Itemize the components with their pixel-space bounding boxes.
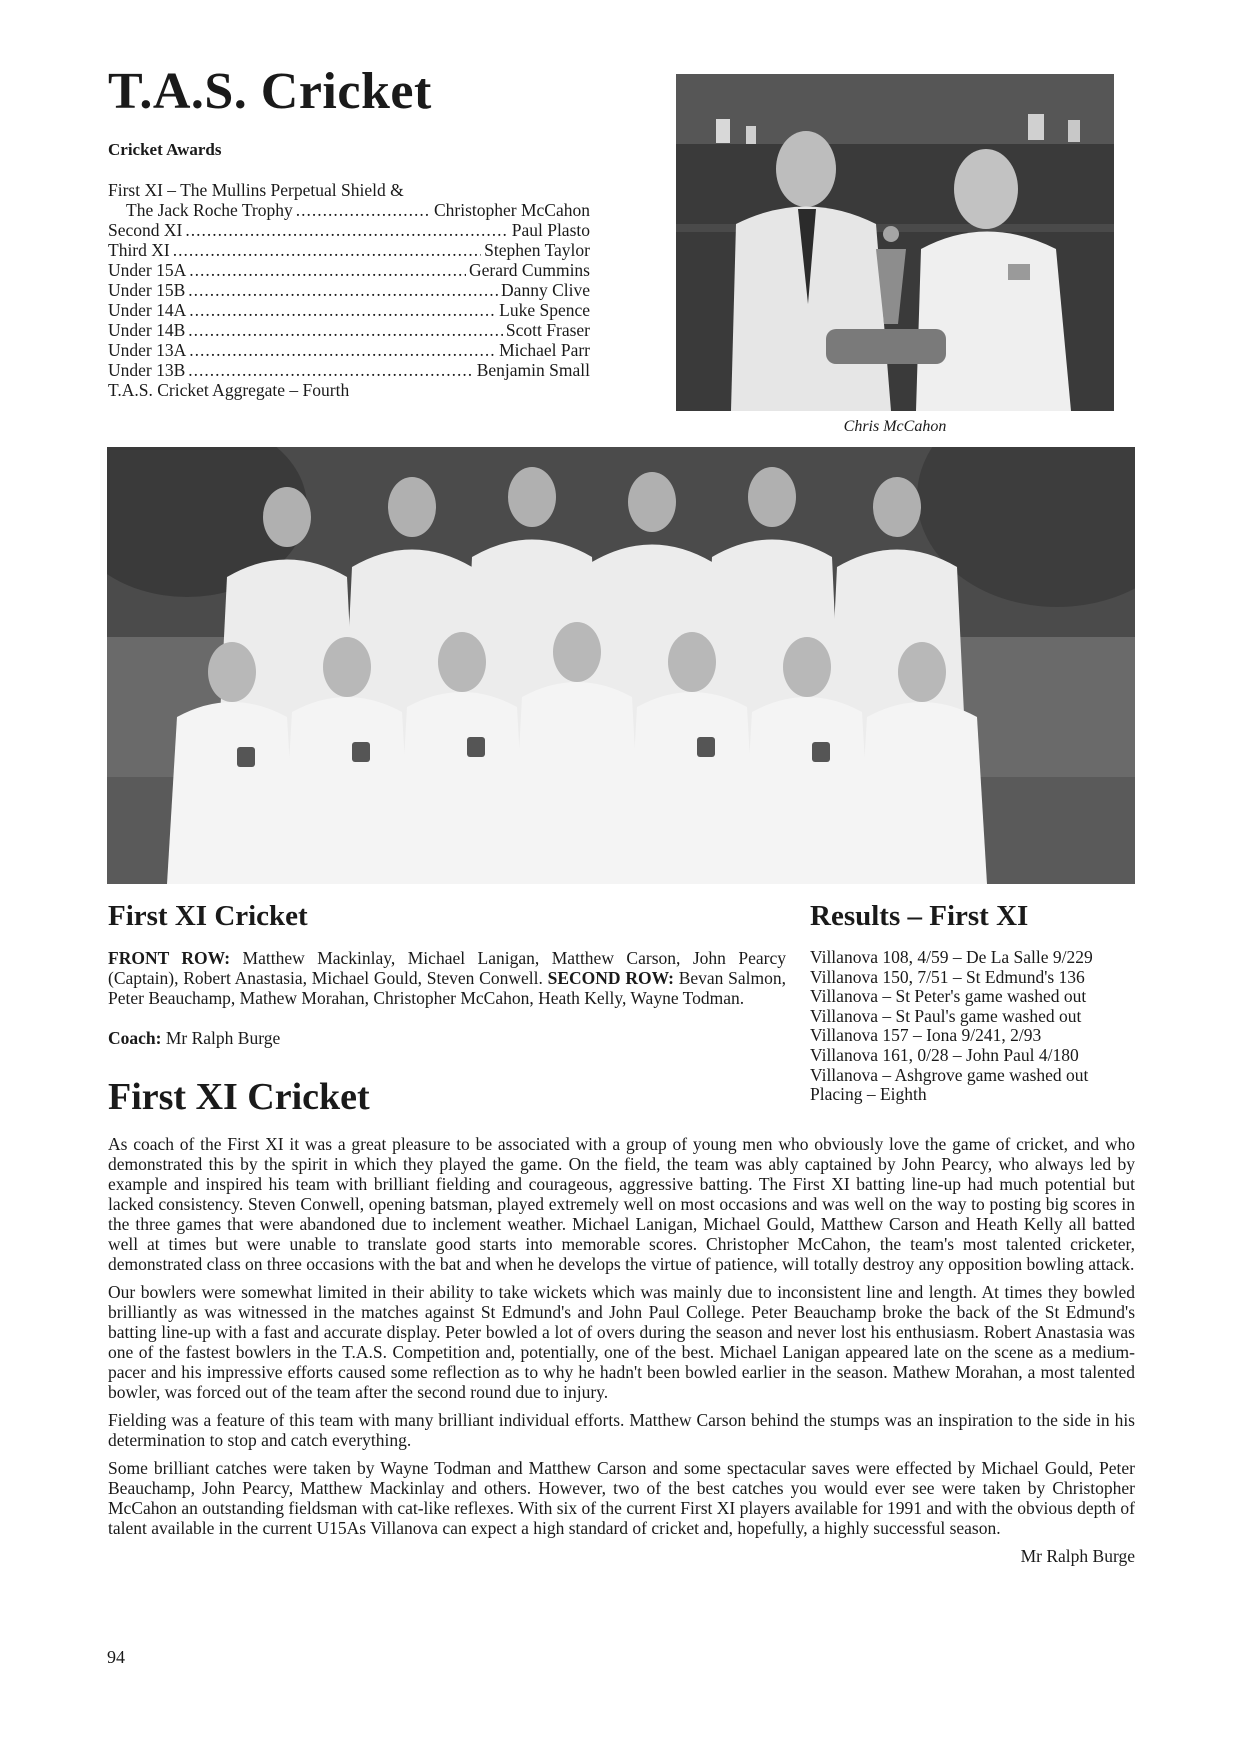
leader-dots xyxy=(296,200,431,220)
award-winner: Christopher McCahon xyxy=(433,200,590,220)
award-winner: Paul Plasto xyxy=(511,220,590,240)
award-winner: Luke Spence xyxy=(499,300,590,320)
result-line: Villanova – Ashgrove game washed out xyxy=(810,1064,1089,1085)
front-row-label: FRONT ROW: xyxy=(108,948,231,968)
result-line: Villanova 161, 0/28 – John Paul 4/180 xyxy=(810,1044,1079,1065)
award-label: First XI – The Mullins Perpetual Shield & xyxy=(108,180,404,200)
award-row xyxy=(108,260,590,280)
second-row-label: SECOND ROW: xyxy=(547,968,674,988)
leader-dots xyxy=(188,280,498,300)
article-paragraph: Our bowlers were somewhat limited in their ability to take wickets which was mainly due to inconsistent line and length. At times they bowled brilliantly as was witnessed in the matches against St Edmund's and John Paul College. Peter Beauchamp broke the back of the St Edmund's batting line-up with a fast and accurate display. Peter bowled a lot of overs during the season and never lost his enthusiasm. Robert Anastasia was one of the fastest bowlers in the T.A.S. Competition and, potentially, one of the best. Michael Lanigan appeared late on the scene as a medium-pacer and his impressive efforts caused some reflection as to why he hadn't been bowled earlier in the season. Mathew Morahan, a most talented bowler, was forced out of the team after the second round due to injury. xyxy=(108,1282,1135,1402)
page-title: T.A.S. Cricket xyxy=(108,63,432,120)
team-photo xyxy=(107,447,1135,884)
result-line: Villanova – St Peter's game washed out xyxy=(810,986,1087,1007)
second-row-names: Bevan Salmon, Peter Beauchamp, Mathew Morahan, Christopher McCahon, Heath Kelly, Wayne Todman. xyxy=(108,968,787,1008)
award-row xyxy=(108,380,590,400)
photo-caption: Chris McCahon xyxy=(843,418,947,435)
page-number: 94 xyxy=(107,1647,125,1667)
result-line: Villanova – St Paul's game washed out xyxy=(810,1005,1082,1026)
leader-dots xyxy=(173,240,481,260)
coach-name: Mr Ralph Burge xyxy=(165,1028,281,1048)
award-row xyxy=(108,180,590,200)
award-row xyxy=(108,340,590,360)
award-winner: Scott Fraser xyxy=(505,320,590,340)
awards-heading: Cricket Awards xyxy=(108,140,222,159)
results-heading: Results – First XI xyxy=(810,900,1029,932)
result-line: Villanova 108, 4/59 – De La Salle 9/229 xyxy=(810,947,1093,967)
article-body xyxy=(108,1134,1135,1566)
award-label: Second XI xyxy=(108,220,183,240)
award-row xyxy=(108,360,590,380)
award-label: Under 15B xyxy=(108,280,186,300)
leader-dots xyxy=(189,340,496,360)
award-winner: Stephen Taylor xyxy=(484,240,590,260)
award-row xyxy=(108,280,590,300)
award-row xyxy=(108,200,590,220)
award-label: Third XI xyxy=(108,240,170,260)
coach-label: Coach: xyxy=(108,1028,162,1048)
award-winner: Danny Clive xyxy=(501,280,590,300)
front-row-names: Matthew Mackinlay, Michael Lanigan, Matthew Carson, John Pearcy (Captain), Robert Anastasia, Michael Gould, Steven Conwell. xyxy=(108,948,787,988)
award-winner: Gerard Cummins xyxy=(468,260,590,280)
article-title: First XI Cricket xyxy=(108,1076,370,1118)
award-label: The Jack Roche Trophy xyxy=(126,200,293,220)
award-label: Under 15A xyxy=(108,260,187,280)
award-label: Under 14A xyxy=(108,300,187,320)
results-list xyxy=(810,948,1140,1105)
award-label: T.A.S. Cricket Aggregate – Fourth xyxy=(108,380,350,400)
article-paragraph: Some brilliant catches were taken by Wayne Todman and Matthew Carson and some spectacular saves were effected by Michael Gould, Peter Beauchamp, John Pearcy, Matthew Mackinlay and others. However, two of the best catches you would ever see were taken by Christopher McCahon an outstanding fieldsman with cat-like reflexes. With six of the current First XI players available for 1991 and with the obvious depth of talent available in the current U15As Villanova can expect a high standard of cricket and, hopefully, a highly successful season. xyxy=(108,1458,1135,1538)
article-paragraph: As coach of the First XI it was a great pleasure to be associated with a group of young men who obviously love the game of cricket, and who demonstrated this by the spirit in which they played the game. On the field, the team was ably captained by John Pearcy, who always led by example and inspired his team with brilliant fielding and courageous, aggressive batting. The First XI batting line-up had much potential but lacked consistency. Steven Conwell, opening batsman, played extremely well on most occasions and was well on the way to posting big scores in the three games that were abandoned due to inclement weather. Michael Lanigan, Michael Gould, Matthew Carson and Heath Kelly all batted well at times but were unable to translate good starts into memorable scores. Christopher McCahon, the team's most talented cricketer, demonstrated class on three occasions with the bat and when he develops the virtue of patience, will totally destroy any opposition bowling attack. xyxy=(108,1134,1135,1274)
leader-dots xyxy=(189,260,466,280)
award-label: Under 13A xyxy=(108,340,187,360)
leader-dots xyxy=(188,360,473,380)
result-line: Villanova 150, 7/51 – St Edmund's 136 xyxy=(810,966,1085,987)
leader-dots xyxy=(189,300,496,320)
coach-line xyxy=(108,1028,280,1048)
award-row xyxy=(108,240,590,260)
result-line: Villanova 157 – Iona 9/241, 2/93 xyxy=(810,1025,1042,1046)
leader-dots xyxy=(185,220,508,240)
award-row xyxy=(108,220,590,240)
team-lineup xyxy=(108,948,786,1008)
result-line: Placing – Eighth xyxy=(810,1084,927,1105)
award-row xyxy=(108,320,590,340)
award-row xyxy=(108,300,590,320)
award-winner: Benjamin Small xyxy=(476,360,590,380)
awards-list xyxy=(108,180,590,400)
award-winner: Michael Parr xyxy=(499,340,590,360)
leader-dots xyxy=(188,320,503,340)
trophy-presentation-photo xyxy=(676,74,1114,411)
article-signoff: Mr Ralph Burge xyxy=(1020,1546,1135,1566)
article-paragraph: Fielding was a feature of this team with many brilliant individual efforts. Matthew Carson behind the stumps was an inspiration to the side in his determination to stop and catch everything. xyxy=(108,1410,1135,1450)
first-xi-heading: First XI Cricket xyxy=(108,900,308,932)
award-label: Under 13B xyxy=(108,360,186,380)
award-label: Under 14B xyxy=(108,320,186,340)
